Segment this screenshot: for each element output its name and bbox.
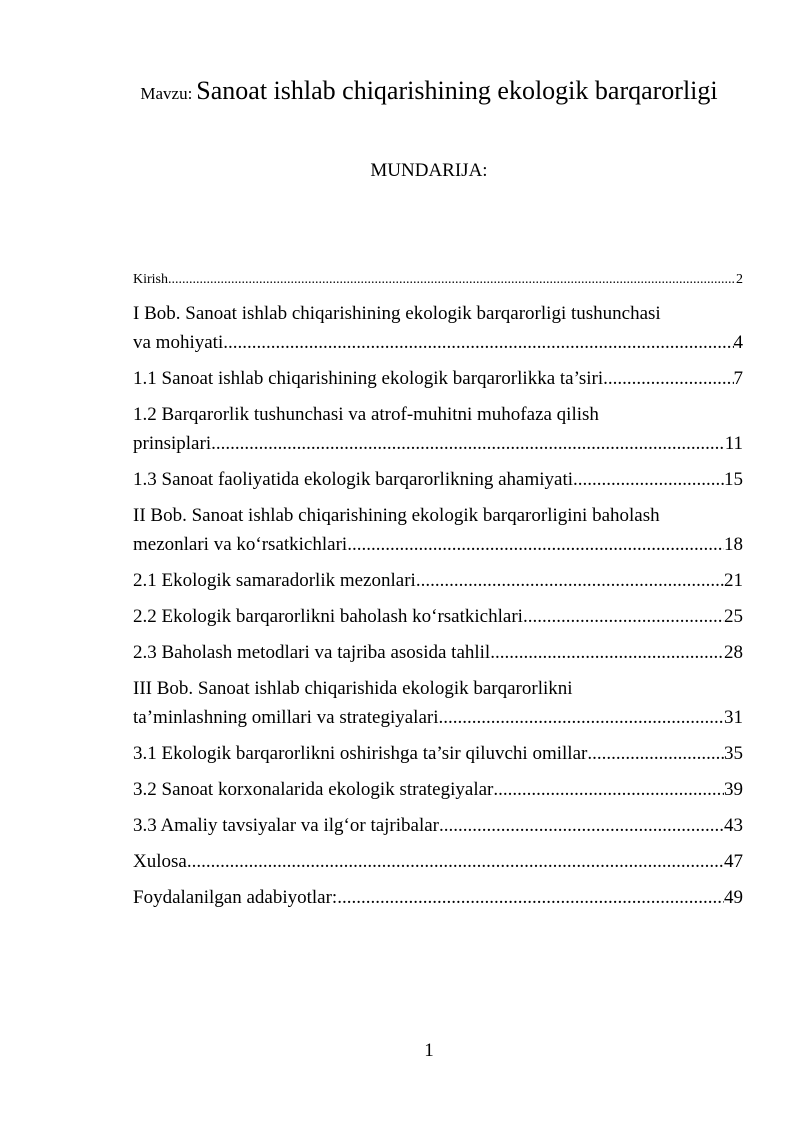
toc-page-number: 2 [736, 272, 743, 287]
toc-entry-text-line1: 1.2 Barqarorlik tushunchasi va atrof-muhitni muhofaza qilish [133, 404, 599, 425]
toc-leader-dots [187, 847, 724, 876]
toc-heading: MUNDARIJA: [370, 160, 488, 181]
toc-entry-text-line1: I Bob. Sanoat ishlab chiqarishining ekologik barqarorligi tushunchasi [133, 303, 661, 324]
table-of-contents [133, 268, 743, 912]
toc-entry-3-2[interactable] [133, 775, 743, 804]
toc-leader-dots [211, 429, 725, 458]
toc-leader-dots [603, 364, 733, 393]
toc-leader-dots [490, 638, 724, 667]
toc-entry-text: ta’minlashning omillari va strategiyalari [133, 707, 439, 728]
toc-leader-dots [439, 811, 724, 840]
toc-entry-text: 2.1 Ekologik samaradorlik mezonlari [133, 570, 416, 591]
toc-entry-text: 3.2 Sanoat korxonalarida ekologik strategiyalar [133, 779, 494, 800]
toc-page-number: 39 [724, 779, 743, 800]
toc-entry-2-1[interactable] [133, 566, 743, 595]
title-main: Sanoat ishlab chiqarishining ekologik barqarorligi [196, 76, 718, 105]
page-number: 1 [424, 1040, 434, 1061]
toc-entry-text: 3.1 Ekologik barqarorlikni oshirishga ta’sir qiluvchi omillar [133, 743, 588, 764]
toc-entry-text: Foydalanilgan adabiyotlar: [133, 887, 338, 908]
toc-entry-text: 1.1 Sanoat ishlab chiqarishining ekologik barqarorlikka ta’siri [133, 368, 604, 389]
toc-leader-dots [439, 703, 725, 732]
toc-leader-dots [223, 328, 733, 357]
toc-page-number: 4 [733, 332, 743, 353]
toc-leader-dots [493, 775, 724, 804]
toc-entry-text: mezonlari va koʻrsatkichlari [133, 534, 348, 555]
toc-entry-chapter-3[interactable] [133, 674, 743, 732]
toc-entry-1-2[interactable] [133, 400, 743, 458]
toc-entry-chapter-1[interactable] [133, 299, 743, 357]
toc-entry-2-3[interactable] [133, 638, 743, 667]
toc-page-number: 49 [724, 887, 743, 908]
toc-leader-dots [523, 602, 724, 631]
toc-entry-xulosa[interactable] [133, 847, 743, 876]
toc-entry-text-line1: III Bob. Sanoat ishlab chiqarishida ekologik barqarorlikni [133, 678, 573, 699]
toc-leader-dots [168, 268, 736, 292]
toc-entry-3-1[interactable] [133, 739, 743, 768]
toc-page-number: 43 [724, 815, 743, 836]
toc-page-number: 18 [724, 534, 743, 555]
toc-entry-chapter-2[interactable] [133, 501, 743, 559]
toc-entry-1-3[interactable] [133, 465, 743, 494]
toc-leader-dots [416, 566, 724, 595]
toc-leader-dots [573, 465, 724, 494]
toc-page-number: 25 [724, 606, 743, 627]
toc-entry-text: 2.3 Baholash metodlari va tajriba asosida tahlil [133, 642, 491, 663]
toc-entry-text: Kirish [133, 272, 168, 287]
toc-page-number: 28 [724, 642, 743, 663]
toc-entry-3-3[interactable] [133, 811, 743, 840]
toc-entry-text: Xulosa [133, 851, 187, 872]
document-title [0, 76, 800, 106]
toc-entry-kirish[interactable] [133, 268, 743, 292]
toc-leader-dots [337, 883, 724, 912]
toc-leader-dots [347, 530, 724, 559]
toc-entry-text-line1: II Bob. Sanoat ishlab chiqarishining ekologik barqarorligini baholash [133, 505, 660, 526]
toc-entry-1-1[interactable] [133, 364, 743, 393]
toc-leader-dots [587, 739, 724, 768]
toc-entry-text: 3.3 Amaliy tavsiyalar va ilgʻor tajribalar [133, 815, 440, 836]
toc-entry-text: prinsiplari [133, 433, 212, 454]
toc-page-number: 7 [733, 368, 743, 389]
title-prefix: Mavzu: [140, 84, 193, 103]
toc-page-number: 15 [724, 469, 743, 490]
toc-entry-text: va mohiyati [133, 332, 224, 353]
toc-entry-text: 2.2 Ekologik barqarorlikni baholash koʻrsatkichlari [133, 606, 523, 627]
toc-entry-adabiyotlar[interactable] [133, 883, 743, 912]
toc-entry-text: 1.3 Sanoat faoliyatida ekologik barqarorlikning ahamiyati [133, 469, 574, 490]
toc-page-number: 31 [724, 707, 743, 728]
toc-page-number: 35 [724, 743, 743, 764]
toc-page-number: 47 [724, 851, 743, 872]
toc-entry-2-2[interactable] [133, 602, 743, 631]
toc-page-number: 21 [724, 570, 743, 591]
toc-page-number: 11 [724, 433, 743, 454]
